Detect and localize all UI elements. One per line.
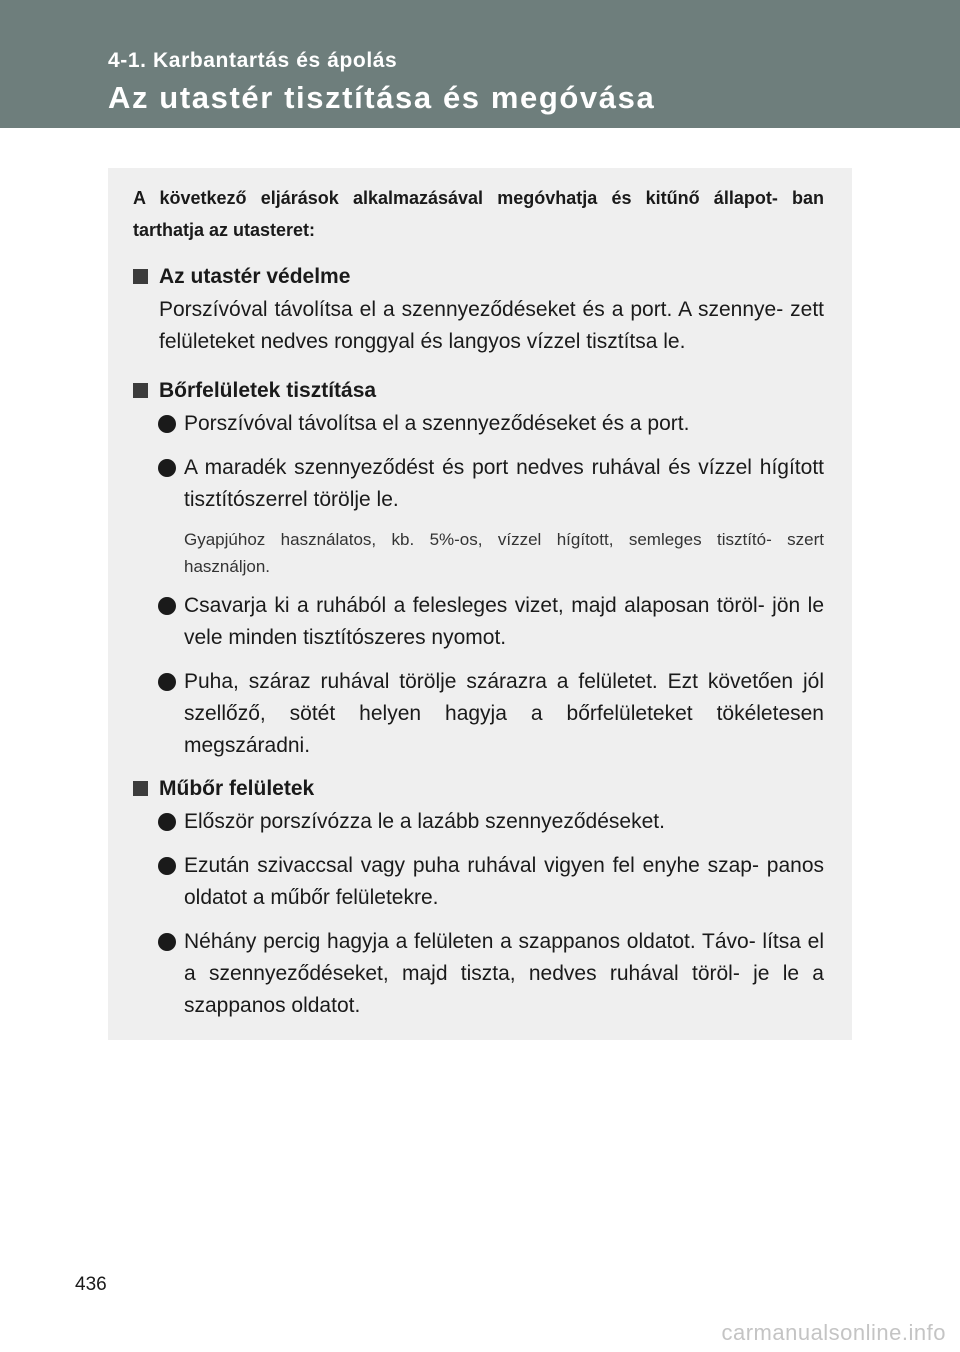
subheading-protection	[133, 262, 824, 292]
list-item-text: Néhány percig hagyja a felületen a szappanos oldatot. Távo- lítsa el a szennyeződéseket, majd tiszta, nedves ruhával töröl- je le a szappanos oldatot.	[184, 930, 824, 1017]
list-item-text: Csavarja ki a ruhából a felesleges vizet, majd alaposan töröl- jön le vele minden tisztítószeres nyomot.	[184, 594, 824, 649]
square-bullet-icon	[133, 781, 148, 796]
list-item-text: Ezután szivaccsal vagy puha ruhával vigyen fel enyhe szap- panos oldatot a műbőr felületekre.	[184, 854, 824, 909]
subheading-text: Az utastér védelme	[159, 265, 351, 288]
page-number: 436	[75, 1274, 107, 1295]
list-item	[184, 666, 824, 762]
page-title: Az utastér tisztítása és megóvása	[108, 80, 656, 115]
list-item-text: Puha, száraz ruhával törölje szárazra a felületet. Ezt követően jól szellőző, sötét helyen hagyja a bőrfelületeket tökéletesen megszáradni.	[184, 670, 824, 757]
list-item	[184, 926, 824, 1022]
round-bullet-icon	[158, 459, 176, 477]
chapter-header	[0, 0, 960, 128]
paragraph: Porszívóval távolítsa el a szennyeződéseket és a port. A szennye- zett felületeket nedves ronggyal és langyos vízzel tisztítsa le.	[159, 298, 824, 353]
round-bullet-icon	[158, 933, 176, 951]
section-label: 4-1. Karbantartás és ápolás	[108, 49, 398, 72]
subheading-text: Bőrfelületek tisztítása	[159, 379, 377, 402]
square-bullet-icon	[133, 269, 148, 284]
list-item-text: Porszívóval távolítsa el a szennyeződéseket és a port.	[184, 412, 690, 435]
note-text: Gyapjúhoz használatos, kb. 5%-os, vízzel hígított, semleges tisztító- szert használjon.	[184, 530, 824, 576]
list-item	[184, 590, 824, 654]
list-item	[184, 452, 824, 516]
subheading-artificial-leather	[133, 774, 824, 804]
round-bullet-icon	[158, 597, 176, 615]
intro-text: A következő eljárások alkalmazásával megóvhatja és kitűnő állapot- ban tarthatja az utasteret:	[133, 188, 824, 240]
subheading-leather	[133, 376, 824, 406]
watermark: carmanualsonline.info	[721, 1320, 946, 1345]
list-item-text: A maradék szennyeződést és port nedves ruhával és vízzel hígított tisztítószerrel törölje le.	[184, 456, 824, 511]
square-bullet-icon	[133, 383, 148, 398]
list-item	[184, 850, 824, 914]
list-item-text: Először porszívózza le a lazább szennyeződéseket.	[184, 810, 665, 833]
round-bullet-icon	[158, 673, 176, 691]
round-bullet-icon	[158, 415, 176, 433]
list-item	[184, 408, 824, 440]
round-bullet-icon	[158, 813, 176, 831]
list-item	[184, 806, 824, 838]
subheading-text: Műbőr felületek	[159, 777, 315, 800]
round-bullet-icon	[158, 857, 176, 875]
content-panel	[108, 168, 852, 1040]
